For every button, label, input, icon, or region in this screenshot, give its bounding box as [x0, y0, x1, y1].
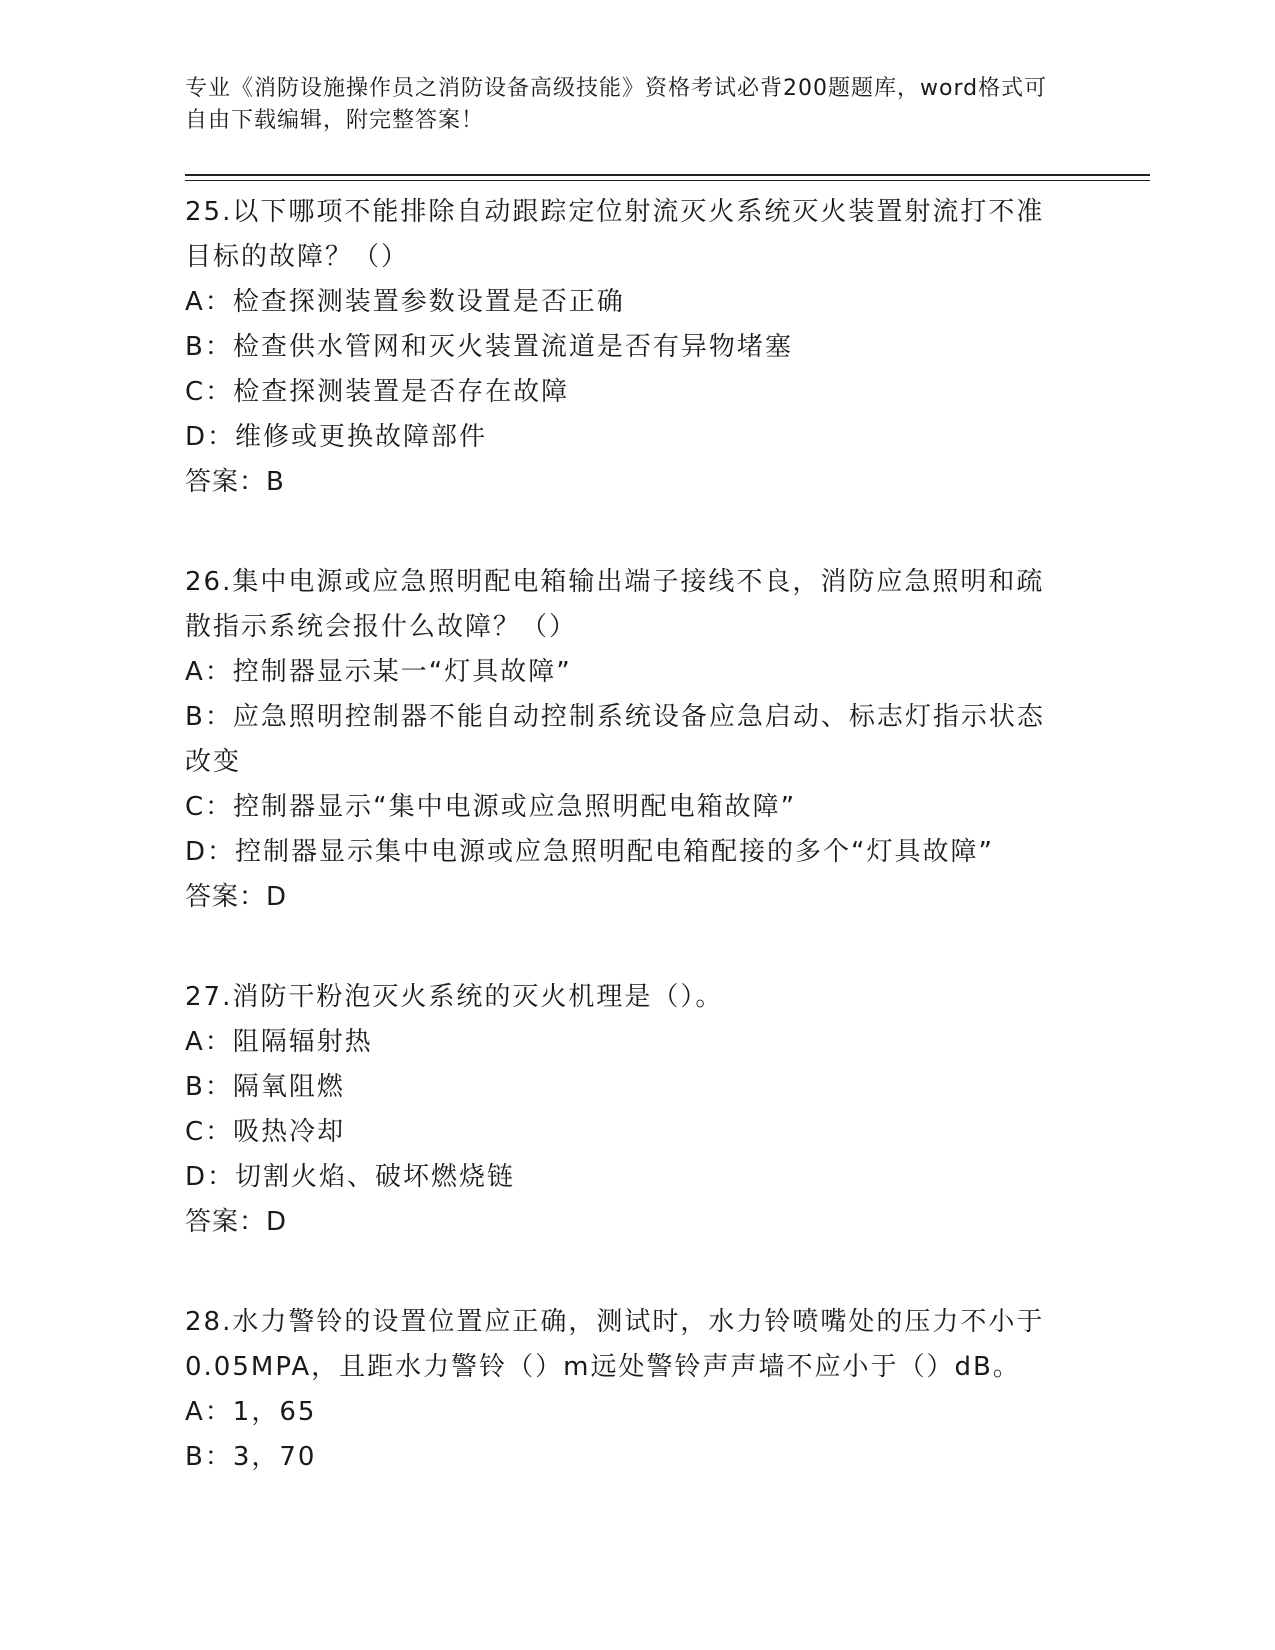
- option-a: A：1，65: [185, 1397, 317, 1427]
- option-a: A：阻隔辐射热: [185, 1027, 373, 1057]
- answer: 答案：D: [185, 1207, 288, 1237]
- header-divider-top: [185, 174, 1150, 176]
- question-text: 28.水力警铃的设置位置应正确，测试时，水力铃喷嘴处的压力不小于0.05MPA，且距水力警铃（）m远处警铃声声墙不应小于（）dB。: [185, 1307, 1045, 1382]
- question-text: 26.集中电源或应急照明配电箱输出端子接线不良，消防应急照明和疏散指示系统会报什么故障？（）: [185, 567, 1045, 642]
- option-d: D：控制器显示集中电源或应急照明配电箱配接的多个“灯具故障”: [185, 837, 994, 867]
- option-b: B：3，70: [185, 1442, 317, 1472]
- question-text: 27.消防干粉泡灭火系统的灭火机理是（）。: [185, 982, 724, 1012]
- option-b: B：隔氧阻燃: [185, 1072, 345, 1102]
- question-25: [185, 190, 1065, 505]
- document-header: 专业《消防设施操作员之消防设备高级技能》资格考试必背200题题库，word格式可自由下载编辑，附完整答案！: [185, 76, 1048, 133]
- question-text: 25.以下哪项不能排除自动跟踪定位射流灭火系统灭火装置射流打不准目标的故障？（）: [185, 197, 1045, 272]
- question-list: [185, 190, 1065, 1535]
- option-c: C：检查探测装置是否存在故障: [185, 377, 570, 407]
- option-d: D：切割火焰、破坏燃烧链: [185, 1162, 516, 1192]
- option-a: A：控制器显示某一“灯具故障”: [185, 657, 572, 687]
- option-c: C：吸热冷却: [185, 1117, 346, 1147]
- question-28: [185, 1300, 1065, 1480]
- header-divider-bottom: [185, 180, 1150, 181]
- question-27: [185, 975, 1065, 1245]
- answer: 答案：B: [185, 467, 285, 497]
- option-b: B：检查供水管网和灭火装置流道是否有异物堵塞: [185, 332, 793, 362]
- option-b: B：应急照明控制器不能自动控制系统设备应急启动、标志灯指示状态改变: [185, 702, 1045, 777]
- option-a: A：检查探测装置参数设置是否正确: [185, 287, 625, 317]
- question-26: [185, 560, 1065, 920]
- option-c: C：控制器显示“集中电源或应急照明配电箱故障”: [185, 792, 797, 822]
- option-d: D：维修或更换故障部件: [185, 422, 488, 452]
- answer: 答案：D: [185, 882, 288, 912]
